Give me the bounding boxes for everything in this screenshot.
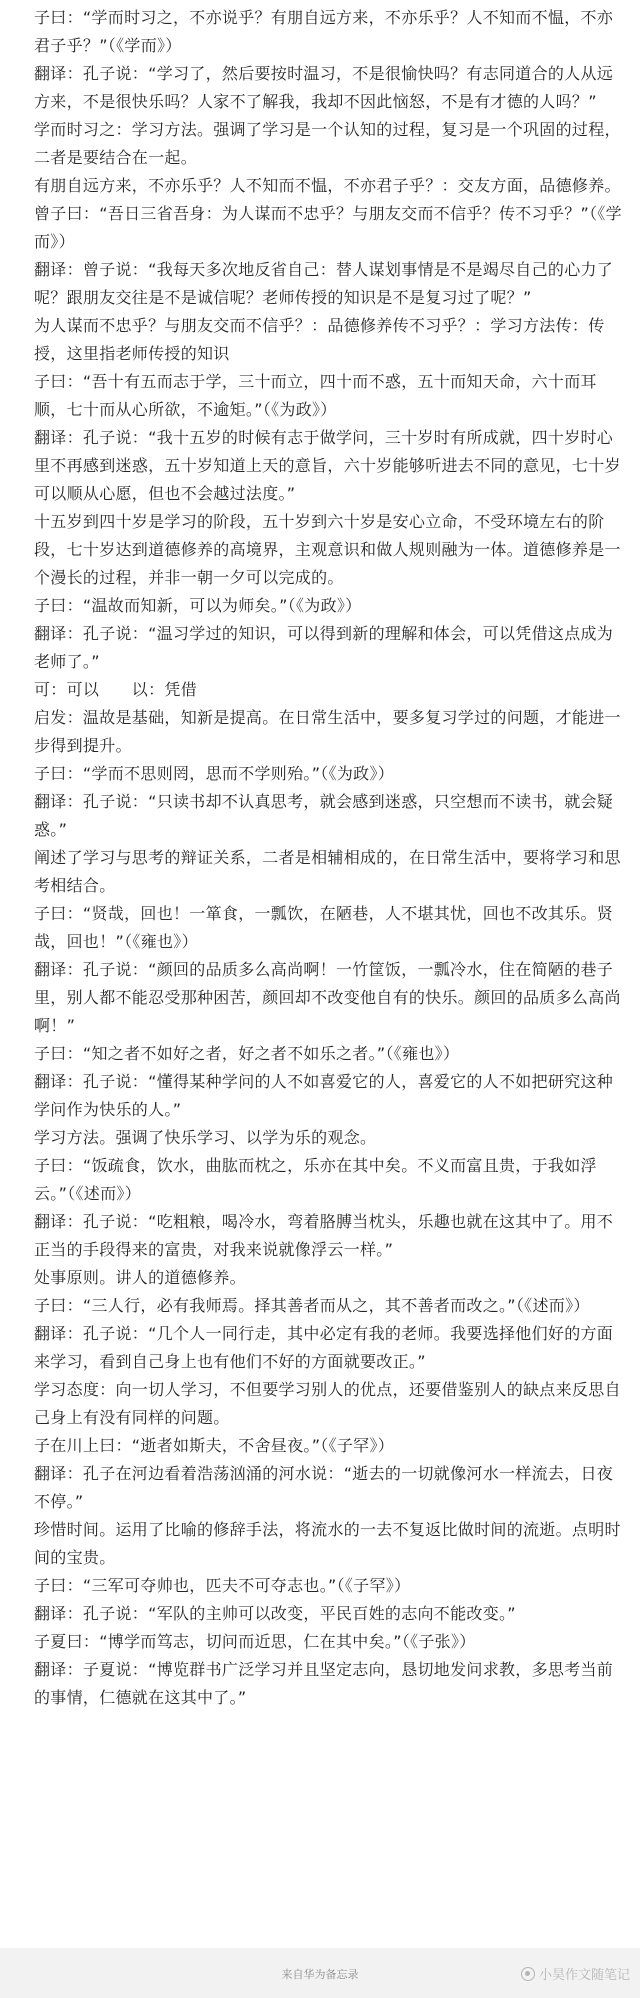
note-line: 学而时习之：学习方法。强调了学习是一个认知的过程，复习是一个巩固的过程，二者是要结合在一起。 [34,120,621,167]
note-line: 子曰：“学而不思则罔，思而不学则殆。”（《为政》） [34,764,395,783]
note-line: 翻译：孔子说：“几个人一同行走，其中必定有我的老师。我要选择他们好的方面来学习，看到自己身上也有他们不好的方面就要改正。” [34,1324,614,1371]
watermark-logo-icon [521,1967,535,1981]
note-line: 子曰：“贤哉，回也！一箪食，一瓢饮，在陋巷，人不堪其忧，回也不改其乐。贤哉，回也！”（《雍也》） [34,904,614,951]
note-line: 翻译：孔子说：“军队的主帅可以改变，平民百姓的志向不能改变。” [34,1604,516,1623]
note-line: 珍惜时间。运用了比喻的修辞手法，将流水的一去不复返比做时间的流逝。点明时间的宝贵。 [34,1520,621,1567]
note-line: 启发：温故是基础，知新是提高。在日常生活中，要多复习学过的问题，才能进一步得到提升。 [34,708,621,755]
source-label: 来自华为备忘录 [281,1968,359,1981]
note-line: 学习态度：向一切人学习，不但要学习别人的优点，还要借鉴别人的缺点来反思自己身上有没有同样的问题。 [34,1380,621,1427]
note-line: 子曰：“吾十有五而志于学，三十而立，四十而不惑，五十而知天命，六十而耳顺，七十而从心所欲，不逾矩。”（《为政》） [34,372,597,419]
note-line: 阐述了学习与思考的辩证关系，二者是相辅相成的，在日常生活中，要将学习和思考相结合。 [34,848,621,895]
note-line: 翻译：曾子说：“我每天多次地反省自己：替人谋划事情是不是竭尽自己的心力了呢？跟朋友交往是不是诚信呢？老师传授的知识是不是复习过了呢？” [34,260,614,307]
note-line: 可：可以 以：凭借 [34,680,198,699]
note-line: 翻译：孔子说：“颜回的品质多么高尚啊！一竹筐饭，一瓢冷水，住在简陋的巷子里，别人都不能忍受那种困苦，颜回却不改变他自有的快乐。颜回的品质多么高尚啊！” [34,960,621,1035]
note-line: 翻译：孔子说：“懂得某种学问的人不如喜爱它的人，喜爱它的人不如把研究这种学问作为快乐的人。” [34,1072,614,1119]
note-line: 子在川上曰：“逝者如斯夫，不舍昼夜。”（《子罕》） [34,1436,395,1455]
note-line: 子曰：“学而时习之，不亦说乎？有朋自远方来，不亦乐乎？人不知而不愠，不亦君子乎？”（《学而》） [34,8,614,55]
note-line: 翻译：孔子说：“温习学过的知识，可以得到新的理解和体会，可以凭借这点成为老师了。” [34,624,614,671]
note-line: 子夏曰：“博学而笃志，切问而近思，仁在其中矣。”（《子张》） [34,1632,476,1651]
note-line: 翻译：孔子说：“只读书却不认真思考，就会感到迷惑，只空想而不读书，就会疑惑。” [34,792,614,839]
note-line: 翻译：子夏说：“博览群书广泛学习并且坚定志向，恳切地发问求教，多思考当前的事情，仁德就在这其中了。” [34,1660,614,1707]
note-line: 十五岁到四十岁是学习的阶段，五十岁到六十岁是安心立命，不受环境左右的阶段，七十岁达到道德修养的高境界，主观意识和做人规则融为一体。道德修养是一个漫长的过程，并非一朝一夕可以完成的。 [34,512,621,587]
note-line: 子曰：“饭疏食，饮水，曲肱而枕之，乐亦在其中矣。不义而富且贵，于我如浮云。”（《述而》） [34,1156,597,1203]
note-line: 翻译：孔子在河边看着浩荡汹涌的河水说：“逝去的一切就像河水一样流去，日夜不停。” [34,1464,614,1511]
note-line: 处事原则。讲人的道德修养。 [34,1268,246,1287]
note-line: 子曰：“温故而知新，可以为师矣。”（《为政》） [34,596,362,615]
note-line: 翻译：孔子说：“我十五岁的时候有志于做学问，三十岁时有所成就，四十岁时心里不再感到迷惑，五十岁知道上天的意旨，六十岁能够听进去不同的意见，七十岁可以顺从心愿，但也不会越过法度。” [34,428,621,503]
watermark [521,1964,630,1983]
footer-bar [0,1948,640,1998]
note-line: 有朋自远方来，不亦乐乎？人不知而不愠，不亦君子乎？：交友方面，品德修养。 [34,176,621,195]
note-line: 子曰：“三人行，必有我师焉。择其善者而从之，其不善者而改之。”（《述而》） [34,1296,590,1315]
note-line: 翻译：孔子说：“学习了，然后要按时温习，不是很愉快吗？有志同道合的人从远方来，不是很快乐吗？人家不了解我，我却不因此恼怒，不是有才德的人吗？” [34,64,614,111]
note-line: 子曰：“三军可夺帅也，匹夫不可夺志也。”（《子罕》） [34,1576,411,1595]
note-line: 学习方法。强调了快乐学习、以学为乐的观念。 [34,1128,377,1147]
watermark-text: 小昊作文随笔记 [538,1968,630,1983]
note-line: 曾子曰：“吾日三省吾身：为人谋而不忠乎？与朋友交而不信乎？传不习乎？”（《学而》） [34,204,622,251]
note-line: 翻译：孔子说：“吃粗粮，喝冷水，弯着胳膊当枕头，乐趣也就在这其中了。用不正当的手段得来的富贵，对我来说就像浮云一样。” [34,1212,614,1259]
note-line: 子曰：“知之者不如好之者，好之者不如乐之者。”（《雍也》） [34,1044,460,1063]
note-line: 为人谋而不忠乎？与朋友交而不信乎？：品德修养传不习乎？：学习方法传：传授，这里指老师传授的知识 [34,316,605,363]
